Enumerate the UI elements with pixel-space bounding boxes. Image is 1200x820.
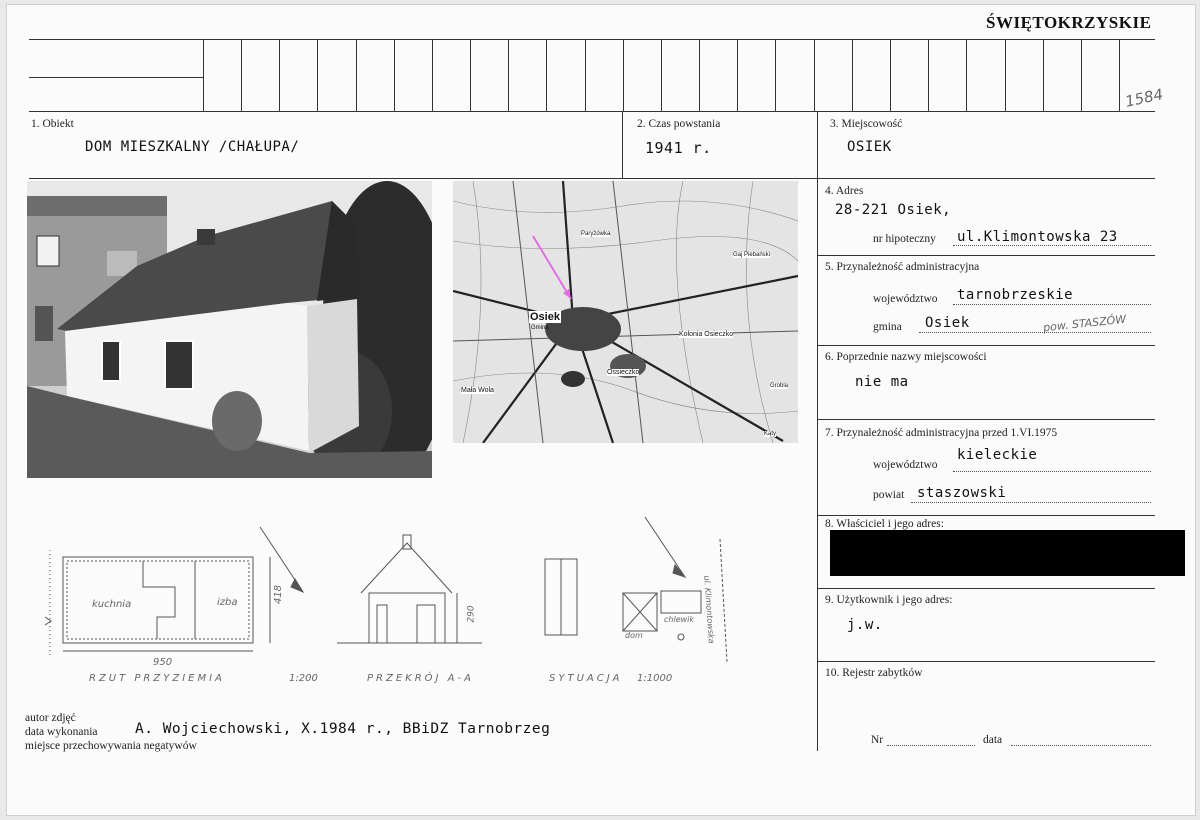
site-label-house: dom: [625, 631, 643, 640]
plan-room-kitchen: kuchnia: [92, 599, 132, 610]
map-label-kolonia: Kolonia Osieczko: [679, 331, 734, 338]
field-8-label: 8. Właściciel i jego adres:: [825, 518, 944, 530]
plan-caption: RZUT PRZYZIEMIA: [89, 673, 225, 684]
field-7-label: 7. Przynależność administracyjna przed 1.VI.1975: [825, 427, 1058, 439]
catalog-number: 1584: [1123, 85, 1165, 111]
field-6-value: nie ma: [855, 374, 909, 390]
field-4-sublabel: nr hipoteczny: [873, 233, 936, 245]
map-label-osiek: Osiek: [530, 311, 560, 323]
region-title: ŚWIĘTOKRZYSKIE: [986, 13, 1152, 32]
footer-autor-label: autor zdjęć: [25, 712, 76, 724]
house-photo: [27, 181, 432, 478]
footer-value: A. Wojciechowski, X.1984 r., BBiDZ Tarnobrzeg: [135, 721, 551, 737]
field-10-data-label: data: [983, 734, 1003, 746]
field-1-label: 1. Obiekt: [31, 118, 74, 130]
footer-miejsce-label: miejsce przechowywania negatywów: [25, 740, 197, 752]
plan-dim-length: 950: [153, 657, 173, 668]
field-3-label: 3. Miejscowość: [830, 118, 903, 130]
field-9-label: 9. Użytkownik i jego adres:: [825, 594, 953, 606]
field-6-label: 6. Poprzednie nazwy miejscowości: [825, 351, 987, 363]
map-label-gmina: Gmina: [531, 325, 549, 331]
field-10-nr-label: Nr: [871, 734, 884, 746]
inventory-card: [6, 4, 1196, 816]
map-label-ossieczko: Ossieczko: [607, 369, 640, 376]
site-street: ul. Klimontowska: [702, 575, 716, 644]
field-9-value: j.w.: [847, 617, 883, 633]
map-label-paryzowka: Paryżówka: [581, 231, 611, 237]
cross-section-drawing: [337, 533, 487, 648]
map-label-mala-wola: Mała Wola: [461, 387, 494, 394]
field-5-woj-label: województwo: [873, 293, 938, 305]
field-7-woj-label: województwo: [873, 459, 938, 471]
field-2-label: 2. Czas powstania: [637, 118, 721, 130]
field-4-subvalue: ul.Klimontowska 23: [957, 229, 1118, 245]
field-1-value: DOM MIESZKALNY /CHAŁUPA/: [85, 139, 300, 155]
field-7-powiat-value: staszowski: [917, 485, 1007, 501]
location-map: [453, 181, 798, 443]
plan-scale: 1:200: [289, 673, 318, 684]
plan-room-izba: izba: [217, 597, 238, 608]
field-3-value: OSIEK: [847, 139, 892, 155]
footer-data-label: data wykonania: [25, 726, 98, 738]
site-scale: 1:1000: [637, 673, 673, 684]
field-5-gmina-note: pow. STASZÓW: [1042, 312, 1127, 335]
site-label-barn: chlewik: [664, 615, 695, 624]
field-5-label: 5. Przynależność administracyjna: [825, 261, 980, 273]
map-label-grobla: Grobla: [770, 383, 789, 389]
field-5-woj-value: tarnobrzeskie: [957, 287, 1074, 303]
plan-dim-width: 418: [273, 584, 285, 605]
field-2-value: 1941 r.: [645, 139, 712, 157]
owner-redaction: [830, 530, 1185, 576]
field-5-gmina-label: gmina: [873, 321, 902, 333]
map-label-katy: Kąty: [764, 431, 777, 437]
field-4-label: 4. Adres: [825, 185, 864, 197]
site-caption: SYTUACJA: [549, 673, 623, 684]
site-plan-drawing: [535, 517, 750, 667]
field-10-label: 10. Rejestr zabytków: [825, 667, 923, 679]
field-7-powiat-label: powiat: [873, 489, 905, 501]
field-7-woj-value: kieleckie: [957, 447, 1038, 463]
section-dim: 290: [466, 605, 477, 623]
field-4-value: 28-221 Osiek,: [835, 202, 952, 218]
map-label-gaj: Gaj Piebański: [733, 252, 771, 258]
section-caption: PRZEKRÓJ A-A: [367, 673, 474, 684]
field-5-gmina-value: Osiek: [925, 315, 970, 331]
